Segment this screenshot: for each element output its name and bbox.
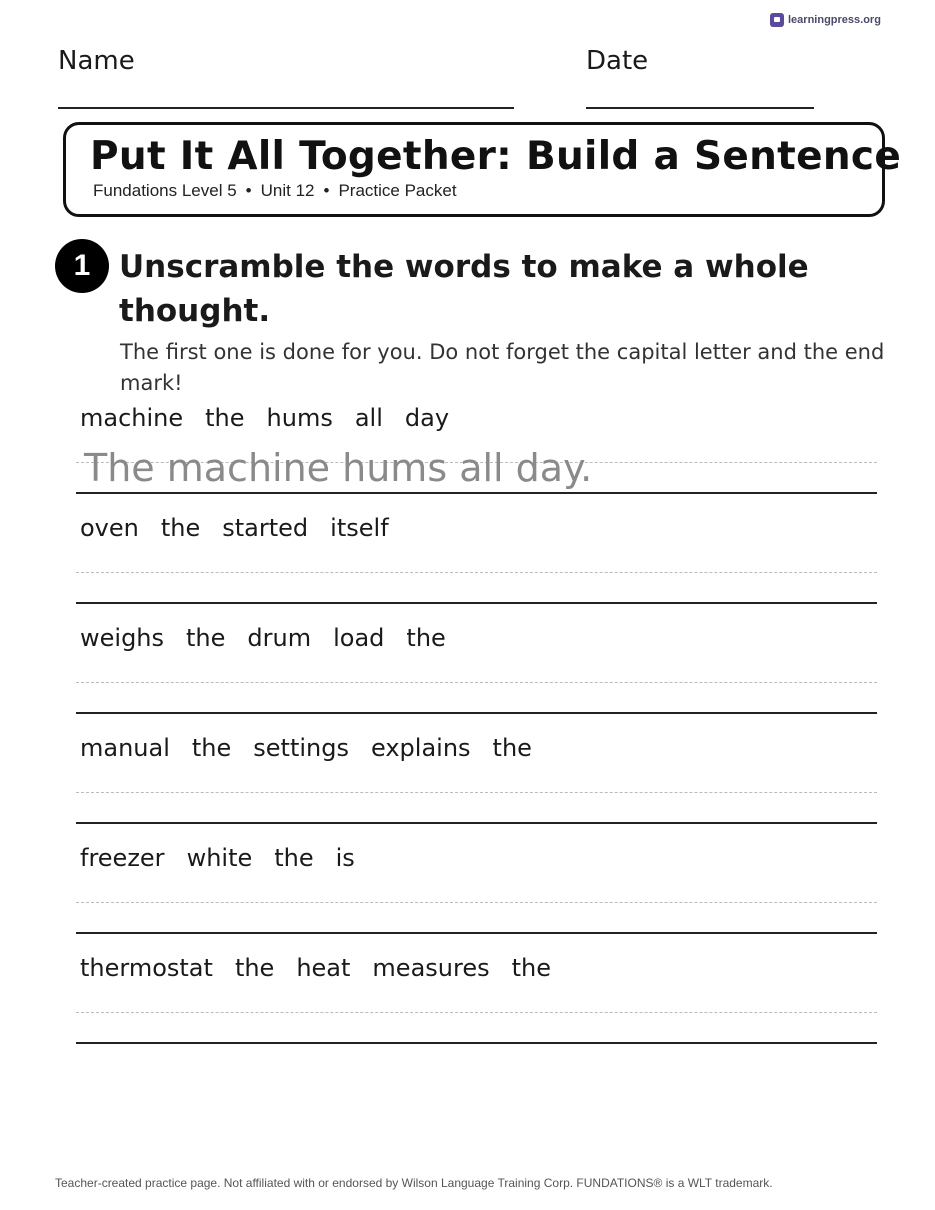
scrambled-word: settings bbox=[253, 734, 349, 762]
subtitle-separator: • bbox=[323, 181, 330, 200]
scrambled-word: all bbox=[354, 404, 383, 432]
section-note: The first one is done for you. Do not forget the capital letter and the end mark! bbox=[120, 340, 885, 395]
exercise-item bbox=[76, 514, 877, 624]
exercise-item bbox=[76, 624, 877, 734]
scrambled-word: itself bbox=[330, 514, 389, 542]
scrambled-word: measures bbox=[372, 954, 490, 982]
scrambled-words bbox=[80, 624, 468, 652]
writing-guide-dashed-line bbox=[76, 572, 877, 573]
answer-writing-line[interactable] bbox=[76, 712, 877, 714]
scrambled-word: the bbox=[274, 844, 314, 872]
scrambled-word: the bbox=[160, 514, 201, 542]
name-line[interactable] bbox=[58, 107, 514, 109]
scrambled-words bbox=[80, 734, 554, 762]
answer-writing-line[interactable] bbox=[76, 1042, 877, 1044]
scrambled-word: heat bbox=[296, 954, 351, 982]
scrambled-words bbox=[80, 844, 377, 872]
scrambled-word: load bbox=[333, 624, 385, 652]
answer-writing-line[interactable] bbox=[76, 822, 877, 824]
answer-writing-line[interactable] bbox=[76, 932, 877, 934]
scrambled-word: day bbox=[404, 404, 450, 432]
example-answer: The machine hums all day. bbox=[84, 446, 593, 490]
exercise-item bbox=[76, 844, 877, 954]
scrambled-word: freezer bbox=[80, 844, 165, 872]
scrambled-word: manual bbox=[80, 734, 170, 762]
section-instruction: Unscramble the words to make a whole thought. bbox=[119, 249, 809, 329]
scrambled-word: the bbox=[234, 954, 275, 982]
scrambled-word: the bbox=[205, 404, 245, 432]
scrambled-word: the bbox=[511, 954, 551, 982]
answer-writing-line[interactable] bbox=[76, 492, 877, 494]
scrambled-word: started bbox=[222, 514, 309, 542]
writing-guide-dashed-line bbox=[76, 1012, 877, 1013]
brand-logo[interactable] bbox=[770, 13, 881, 27]
footer-disclaimer: Teacher-created practice page. Not affiliated with or endorsed by Wilson Language Training Corp. FUNDATIONS® is a WLT trademark. bbox=[55, 1176, 773, 1190]
scrambled-word: the bbox=[406, 624, 446, 652]
page-title: Put It All Together: Build a Sentence bbox=[90, 134, 902, 179]
subtitle-level: Fundations Level 5 bbox=[93, 181, 237, 200]
scrambled-words bbox=[80, 514, 411, 542]
date-label: Date bbox=[586, 46, 649, 76]
page-subtitle bbox=[93, 181, 457, 201]
answer-writing-line[interactable] bbox=[76, 602, 877, 604]
scrambled-word: the bbox=[191, 734, 232, 762]
book-icon bbox=[770, 13, 784, 27]
scrambled-words bbox=[80, 954, 573, 982]
exercise-item bbox=[76, 404, 877, 514]
scrambled-word: weighs bbox=[80, 624, 165, 652]
exercise-item bbox=[76, 734, 877, 844]
scrambled-words bbox=[80, 404, 471, 432]
name-label: Name bbox=[58, 46, 135, 76]
writing-guide-dashed-line bbox=[76, 902, 877, 903]
writing-guide-dashed-line bbox=[76, 792, 877, 793]
section-number-badge: 1 bbox=[55, 239, 109, 293]
scrambled-word: white bbox=[186, 844, 253, 872]
scrambled-word: machine bbox=[80, 404, 184, 432]
scrambled-word: is bbox=[335, 844, 355, 872]
scrambled-word: hums bbox=[266, 404, 333, 432]
scrambled-word: the bbox=[186, 624, 226, 652]
subtitle-packet: Practice Packet bbox=[338, 181, 457, 200]
scrambled-word: drum bbox=[247, 624, 312, 652]
scrambled-word: oven bbox=[80, 514, 139, 542]
scrambled-word: the bbox=[492, 734, 532, 762]
subtitle-separator: • bbox=[245, 181, 252, 200]
brand-label: learningpress.org bbox=[788, 14, 881, 26]
subtitle-unit: Unit 12 bbox=[260, 181, 315, 200]
scrambled-word: explains bbox=[371, 734, 471, 762]
scrambled-word: thermostat bbox=[80, 954, 213, 982]
date-line[interactable] bbox=[586, 107, 814, 109]
exercise-item bbox=[76, 954, 877, 1064]
writing-guide-dashed-line bbox=[76, 682, 877, 683]
